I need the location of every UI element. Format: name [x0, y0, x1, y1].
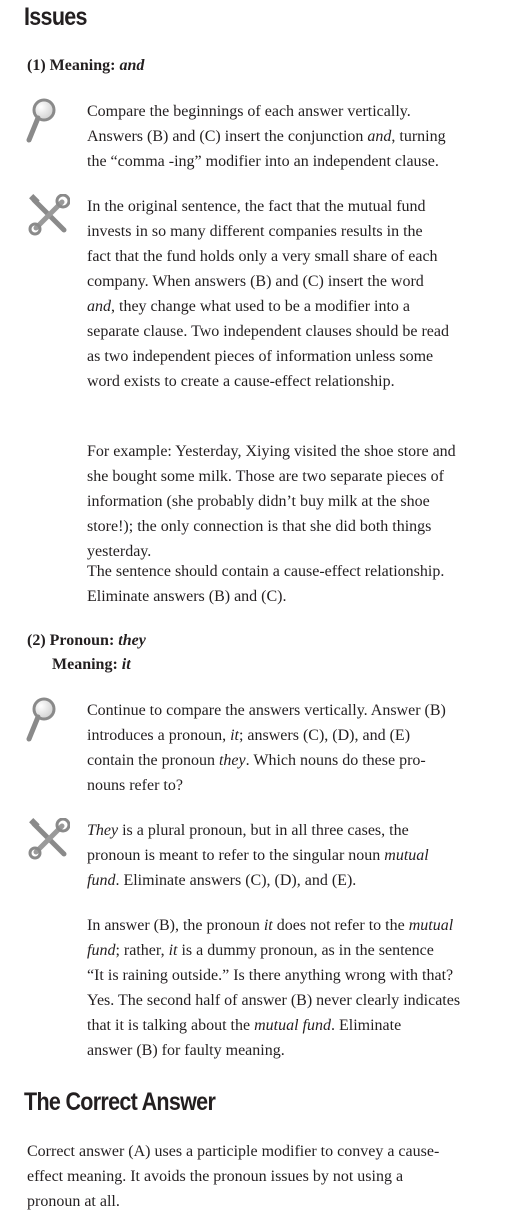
issue-2-heading-line-1 — [27, 629, 146, 653]
issue-1-label: (1) Meaning: — [27, 57, 120, 74]
issue-2-paragraph-1: Continue to compare the answers vertically. Answer (B) introduces a pronoun, it; answers (C), (D), and (E) contain the pronoun they. Which nouns do these pro- nouns refer to? — [87, 702, 446, 794]
issue-2-keyword-2: it — [121, 656, 131, 673]
issue-1-paragraph-1: Compare the beginnings of each answer vertically. Answers (B) and (C) insert the conjunction and, turning the “comma -ing” modifier into an independent clause. — [87, 103, 446, 170]
issue-2-paragraph-2: They is a plural pronoun, but in all three cases, the pronoun is meant to refer to the singular noun mutual fund. Eliminate answers (C), (D), and (E). — [87, 822, 429, 889]
issue-1-paragraph-4: The sentence should contain a cause-effect relationship. Eliminate answers (B) and (C). — [87, 563, 445, 605]
issue-1-paragraph-3: For example: Yesterday, Xiying visited the shoe store and she bought some milk. Those are two separate pieces of information (she probably didn’t buy milk at the shoe store!); the only connection is that she did both things yesterday. — [87, 443, 456, 560]
issue-1-keyword: and — [119, 57, 145, 74]
issue-2-paragraph-3: In answer (B), the pronoun it does not refer to the mutual fund; rather, it is a dummy pronoun, as in the sentence “It is raining outside.” Is there anything wrong with that? Yes. The second half of answer (B) never clearly indicates that it is talking about the mutual fund. Eliminate answer (B) for faulty meaning. — [87, 917, 461, 1059]
issue-2-heading-line-2 — [52, 653, 131, 677]
issue-2-label-1: (2) Pronoun: — [27, 632, 119, 649]
issues-heading: Issues — [24, 3, 87, 31]
correct-answer-paragraph: Correct answer (A) uses a participle modifier to convey a cause- effect meaning. It avoids the pronoun issues by not using a pronoun at all. — [27, 1143, 440, 1210]
issue-1-paragraph-2: In the original sentence, the fact that the mutual fund invests in so many different companies results in the fact that the fund holds only a very small share of each company. When answers (B) and (C) insert the word and, they change what used to be a modifier into a separate clause. Two independent clauses should be read as two independent pieces of information unless some word exists to create a cause-effect relationship. — [87, 198, 450, 390]
magnifier-icon — [26, 98, 58, 144]
issue-2-keyword-1: they — [118, 632, 146, 649]
issue-2-label-2: Meaning: — [52, 656, 122, 673]
correct-answer-heading: The Correct Answer — [24, 1088, 216, 1116]
tools-icon — [28, 818, 70, 860]
tools-icon — [28, 194, 70, 236]
magnifier-icon — [26, 697, 58, 743]
issue-1-heading — [27, 54, 144, 78]
